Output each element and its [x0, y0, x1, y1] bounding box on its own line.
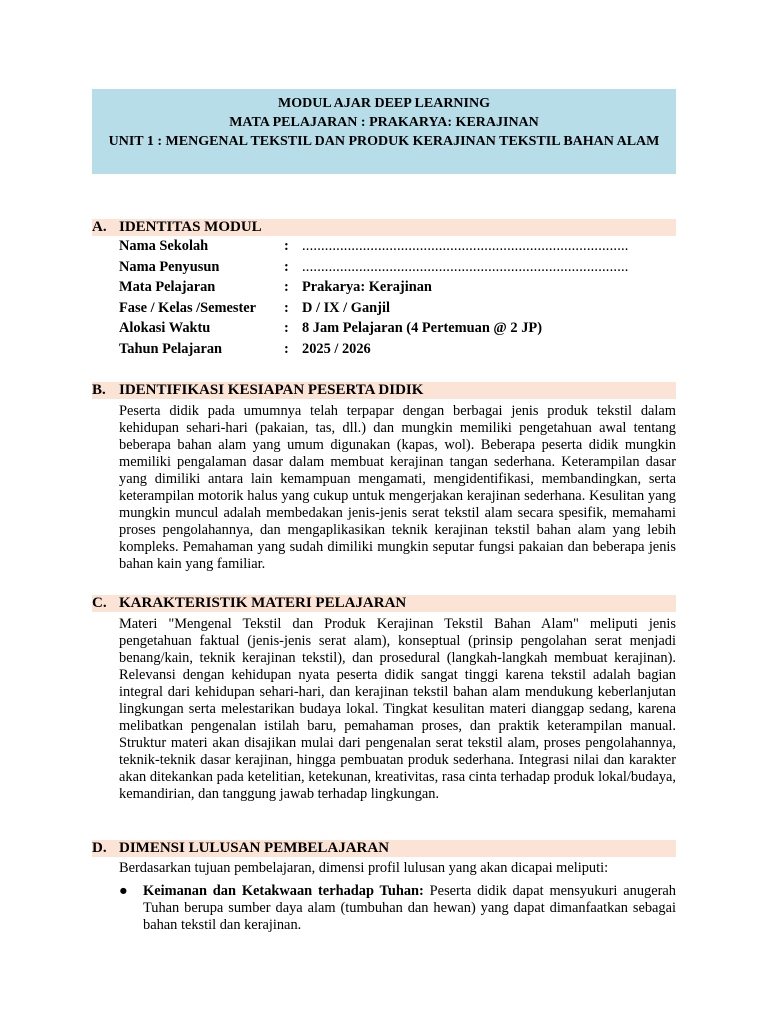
identity-label: Mata Pelajaran	[119, 279, 216, 296]
document-title-box	[92, 89, 676, 174]
identity-value: D / IX / Ganjil	[302, 299, 390, 316]
title-line-1: MODUL AJAR DEEP LEARNING	[278, 96, 490, 111]
section-heading	[92, 595, 676, 612]
bullet-bold-lead: Keimanan dan Ketakwaan terhadap Tuhan:	[143, 883, 424, 899]
identity-row	[119, 298, 676, 319]
section-letter: A.	[92, 219, 107, 235]
identity-label: Fase / Kelas /Semester	[119, 299, 257, 316]
section-letter: B.	[92, 382, 106, 398]
identity-label: Alokasi Waktu	[119, 320, 211, 337]
section-identitas-modul	[92, 219, 676, 360]
identity-row	[119, 236, 676, 257]
identity-colon: :	[284, 340, 289, 357]
identity-row	[119, 277, 676, 298]
section-heading	[92, 382, 676, 399]
section-identifikasi-kesiapan	[92, 382, 676, 573]
section-paragraph: Materi "Mengenal Tekstil dan Produk Kerajinan Tekstil Bahan Alam" meliputi jenis pengetahuan faktual (jenis-jenis serat alam), konseptual (prinsip pengolahan serat menjadi benang/kain, teknik kerajinan tekstil), dan prosedural (langkah-langkah membuat kerajinan). Relevansi dengan kehidupan nyata peserta didik sangat tinggi karena tekstil adalah bagian integral dari kehidupan sehari-hari, dan kerajinan tekstil bahan alam mendukung keberlanjutan lingkungan serta melestarikan budaya lokal. Tingkat kesulitan materi dianggap sedang, karena melibatkan pengenalan istilah baru, pemahaman proses, dan praktik keterampilan manual. Struktur materi akan disajikan mulai dari pengenalan serat tekstil alam, proses pengolahannya, teknik-teknik dasar kerajinan, hingga pembuatan produk sederhana. Integrasi nilai dan karakter akan ditekankan pada ketelitian, ketekunan, kreativitas, rasa cinta terhadap produk lokal/budaya, kemandirian, dan tanggung jawab terhadap lingkungan.	[119, 616, 676, 802]
identity-colon: :	[284, 238, 289, 254]
identity-value: Prakarya: Kerajinan	[302, 279, 432, 296]
identity-label: Nama Sekolah	[119, 238, 209, 254]
identity-value: 8 Jam Pelajaran (4 Pertemuan @ 2 JP)	[302, 320, 542, 337]
section-dimensi-lulusan	[92, 840, 676, 934]
bullet-body: Peserta didik dapat mensyukuri anugerah Tuhan berupa sumber daya alam (tumbuhan dan hewan) yang dapat dimanfaatkan sebagai bahan tekstil dan kerajinan.	[143, 883, 676, 933]
bullet-icon: ●	[119, 883, 128, 899]
section-title: DIMENSI LULUSAN PEMBELAJARAN	[119, 840, 390, 856]
identity-colon: :	[284, 279, 289, 296]
identity-table	[119, 236, 676, 360]
section-title: IDENTITAS MODUL	[119, 219, 262, 235]
identity-label: Nama Penyusun	[119, 258, 220, 275]
identity-row	[119, 318, 676, 339]
identity-colon: :	[284, 258, 289, 275]
section-title: KARAKTERISTIK MATERI PELAJARAN	[119, 595, 407, 611]
section-paragraph: Peserta didik pada umumnya telah terpapar dengan berbagai jenis produk tekstil dalam kehidupan sehari-hari (pakaian, tas, dll.) dan mungkin memiliki pengetahuan awal tentang beberapa bahan alam yang umum digunakan (kapas, wol). Beberapa peserta didik mungkin memiliki pengalaman dasar dalam membuat kerajinan tangan sederhana. Keterampilan dasar yang dimiliki antara lain kemampuan mengamati, mengidentifikasi, membandingkan, serta keterampilan motorik halus yang cukup untuk mengerjakan kerajinan sederhana. Kesulitan yang mungkin muncul adalah membedakan jenis-jenis serat tekstil alam secara spesifik, memahami proses pengolahannya, dan mengaplikasikan teknik kerajinan tekstil bahan alam yang lebih kompleks. Pemahaman yang sudah dimiliki mungkin seputar fungsi pakaian dan beberapa jenis bahan kain yang familiar.	[119, 403, 676, 572]
section-intro: Berdasarkan tujuan pembelajaran, dimensi profil lulusan yang akan dicapai meliputi:	[119, 860, 609, 876]
identity-row	[119, 339, 676, 360]
title-line-2: MATA PELAJARAN : PRAKARYA: KERAJINAN	[229, 115, 539, 130]
identity-row	[119, 257, 676, 278]
section-karakteristik-materi	[92, 595, 676, 803]
section-title: IDENTIFIKASI KESIAPAN PESERTA DIDIK	[119, 382, 424, 398]
identity-value: 2025 / 2026	[302, 340, 371, 357]
section-letter: C.	[92, 595, 107, 611]
identity-colon: :	[284, 299, 289, 316]
section-letter: D.	[92, 840, 107, 856]
title-line-3: UNIT 1 : MENGENAL TEKSTIL DAN PRODUK KERAJINAN TEKSTIL BAHAN ALAM	[108, 134, 660, 149]
section-heading	[92, 219, 676, 236]
list-item	[119, 883, 676, 934]
identity-value: ......................................................................................	[302, 238, 629, 254]
section-heading	[92, 840, 676, 857]
identity-label: Tahun Pelajaran	[119, 340, 223, 357]
bullet-text	[143, 883, 676, 934]
identity-value: ......................................................................................	[302, 258, 629, 275]
identity-colon: :	[284, 320, 289, 337]
